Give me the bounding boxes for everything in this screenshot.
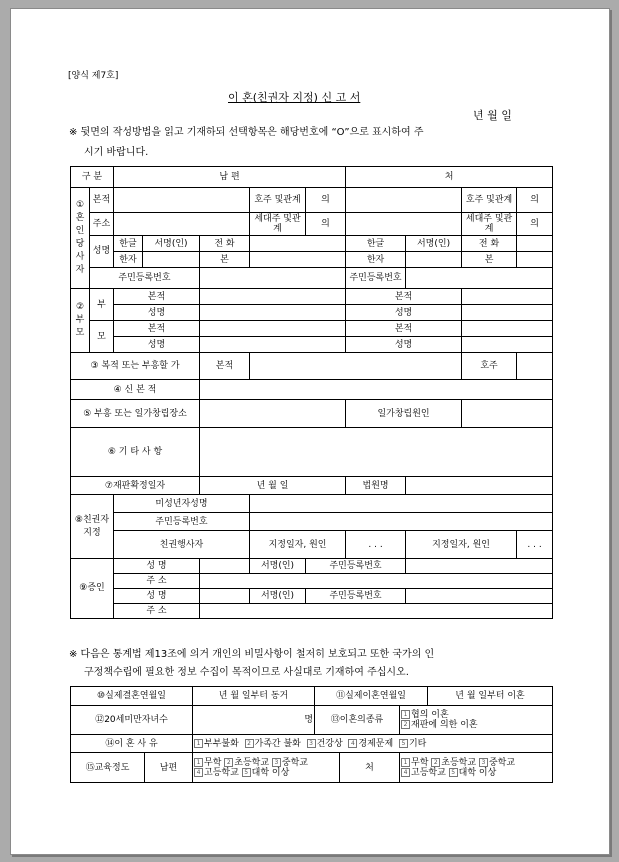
row-3-hoju-field[interactable] bbox=[517, 353, 553, 380]
date-line: 년 월 일 bbox=[473, 109, 512, 122]
wife-edu-option-2[interactable]: 2 초등학교 bbox=[431, 758, 476, 768]
checkbox-5-icon: 5 bbox=[449, 768, 458, 777]
reason-option-5[interactable]: 5 기타 bbox=[399, 739, 426, 749]
row-3-hoju-label: 호주 bbox=[462, 353, 517, 380]
father-label: 부 bbox=[90, 289, 114, 321]
reason-option-2[interactable]: 2 가족간 불화 bbox=[245, 739, 301, 749]
witness2-resident-no-field[interactable] bbox=[406, 589, 553, 604]
marriage-start-label: ⑩실제결혼연월일 bbox=[71, 687, 193, 706]
wife-hoju-ui: 의 bbox=[517, 188, 553, 213]
custodian-label: 친권행사자 bbox=[114, 531, 250, 559]
row-5-field[interactable] bbox=[200, 400, 346, 428]
checkbox-5-icon: 5 bbox=[242, 768, 251, 777]
education-husband-label: 남편 bbox=[145, 753, 193, 783]
divorce-type-label: ⑬이혼의종류 bbox=[315, 706, 400, 735]
witness1-juso-field[interactable] bbox=[200, 574, 553, 589]
husband-hangeul-label: 한글 bbox=[114, 236, 143, 252]
husband-resident-no-field[interactable] bbox=[200, 268, 346, 289]
witness2-juso-label: 주 소 bbox=[114, 604, 200, 619]
mother-label: 모 bbox=[90, 321, 114, 353]
husband-hanja-field[interactable] bbox=[143, 252, 200, 268]
wife-sedae-rel-label: 세대주 및관계 bbox=[462, 213, 517, 236]
husband-edu-option-4[interactable]: 4 고등학교 bbox=[194, 768, 239, 778]
checkbox-1-icon: 1 bbox=[401, 758, 410, 767]
minor-name-label: 미성년자성명 bbox=[114, 495, 250, 513]
wife-edu-option-1[interactable]: 1 무학 bbox=[401, 758, 428, 768]
husband-edu-option-1[interactable]: 1 무학 bbox=[194, 758, 221, 768]
wife-hanja-field[interactable] bbox=[406, 252, 462, 268]
minor-resident-no-label: 주민등록번호 bbox=[114, 513, 250, 531]
husband-father-name-field[interactable] bbox=[200, 305, 346, 321]
checkbox-1-icon: 1 bbox=[401, 710, 410, 719]
husband-sedae-ui: 의 bbox=[306, 213, 346, 236]
ilga-reason-field[interactable] bbox=[462, 400, 553, 428]
juso-label: 주소 bbox=[90, 213, 114, 236]
form-title: 이 혼(친권자 지정) 신 고 서 bbox=[228, 91, 361, 104]
witness2-name-field[interactable] bbox=[200, 589, 250, 604]
section-1-label: ①혼인당사자 bbox=[71, 188, 90, 289]
designation-date-label: 지정일자, 원인 bbox=[406, 531, 517, 559]
mother-name-label: 성명 bbox=[114, 337, 200, 353]
instruction-line-1: ※ 뒷면의 작성방법을 읽고 기재하되 선택항목은 해당번호에 “O”으로 표시하여 주 bbox=[69, 127, 424, 138]
checkbox-3-icon: 3 bbox=[307, 739, 316, 748]
court-field[interactable] bbox=[406, 477, 553, 495]
witness2-name-label: 성 명 bbox=[114, 589, 200, 604]
minor-resident-no-field[interactable] bbox=[250, 513, 553, 531]
divorce-type-option-1[interactable]: 1 협의 이혼 bbox=[401, 710, 551, 720]
husband-header: 남 편 bbox=[114, 167, 346, 188]
witness1-juso-label: 주 소 bbox=[114, 574, 200, 589]
minor-children-field[interactable] bbox=[193, 706, 315, 735]
husband-hoju-ui: 의 bbox=[306, 188, 346, 213]
husband-juso-field[interactable] bbox=[114, 213, 250, 236]
stats-table bbox=[70, 686, 553, 783]
row-7-date[interactable]: 년 월 일 bbox=[200, 477, 346, 495]
wife-phone-field[interactable] bbox=[517, 236, 553, 252]
checkbox-4-icon: 4 bbox=[401, 768, 410, 777]
wife-bon-field[interactable] bbox=[517, 252, 553, 268]
checkbox-4-icon: 4 bbox=[194, 768, 203, 777]
checkbox-3-icon: 3 bbox=[272, 758, 281, 767]
witness1-name-label: 성 명 bbox=[114, 559, 200, 574]
checkbox-4-icon: 4 bbox=[348, 739, 357, 748]
wife-father-name-label: 성명 bbox=[346, 305, 462, 321]
husband-mother-name-field[interactable] bbox=[200, 337, 346, 353]
father-name-label: 성명 bbox=[114, 305, 200, 321]
wife-phone-label: 전 화 bbox=[462, 236, 517, 252]
divorce-date-label: ⑪실제이혼연월일 bbox=[315, 687, 428, 706]
husband-bon-label: 본 bbox=[200, 252, 250, 268]
husband-edu-option-2[interactable]: 2 초등학교 bbox=[224, 758, 269, 768]
husband-sedae-rel-label: 세대주 및관계 bbox=[250, 213, 306, 236]
education-wife-label: 처 bbox=[340, 753, 400, 783]
divorce-date-value[interactable]: 년 월 일부터 이혼 bbox=[428, 687, 553, 706]
checkbox-2-icon: 2 bbox=[245, 739, 254, 748]
row-4-label: ④ 신 본 적 bbox=[71, 380, 200, 400]
wife-header: 처 bbox=[346, 167, 553, 188]
husband-mother-bonjeok-field[interactable] bbox=[200, 321, 346, 337]
wife-sedae-ui: 의 bbox=[517, 213, 553, 236]
wife-father-bonjeok-field[interactable] bbox=[462, 289, 553, 305]
mother-bonjeok-label: 본적 bbox=[114, 321, 200, 337]
father-bonjeok-label: 본적 bbox=[114, 289, 200, 305]
row-3-label: ③ 복적 또는 부흥할 가 bbox=[71, 353, 200, 380]
gubun-header: 구 분 bbox=[71, 167, 114, 188]
wife-hanja-label: 한자 bbox=[346, 252, 406, 268]
designation-dots-1[interactable]: . . . bbox=[346, 531, 406, 559]
witness2-juso-field[interactable] bbox=[200, 604, 553, 619]
wife-juso-field[interactable] bbox=[346, 213, 462, 236]
wife-mother-bonjeok-label: 본적 bbox=[346, 321, 462, 337]
husband-hanja-label: 한자 bbox=[114, 252, 143, 268]
witness1-resident-no-label: 주민등록번호 bbox=[306, 559, 406, 574]
court-label: 법원명 bbox=[346, 477, 406, 495]
husband-signature[interactable]: 서명(인) bbox=[143, 236, 200, 252]
education-wife-options bbox=[400, 753, 553, 783]
witness1-name-field[interactable] bbox=[200, 559, 250, 574]
designation-dots-2[interactable]: . . . bbox=[517, 531, 553, 559]
stats-notice-line-2: 구정책수립에 필요한 정보 수집이 목적이므로 사실대로 기재하여 주십시오. bbox=[84, 667, 409, 678]
husband-edu-option-5[interactable]: 5 대학 이상 bbox=[242, 768, 290, 778]
education-husband-options bbox=[193, 753, 340, 783]
section-2-label: ②부모 bbox=[71, 289, 90, 353]
section-8-label: ⑧친권자지정 bbox=[71, 495, 114, 559]
divorce-reason-label: ⑭이 혼 사 유 bbox=[71, 735, 193, 753]
checkbox-5-icon: 5 bbox=[399, 739, 408, 748]
checkbox-1-icon: 1 bbox=[194, 758, 203, 767]
minor-name-field[interactable] bbox=[250, 495, 553, 513]
ilga-reason-label: 일가창립원인 bbox=[346, 400, 462, 428]
education-label: ⑮교육정도 bbox=[71, 753, 145, 783]
row-7-label: ⑦재판확정일자 bbox=[71, 477, 200, 495]
row-4-field[interactable] bbox=[200, 380, 553, 400]
wife-edu-option-3[interactable]: 3 중학교 bbox=[479, 758, 515, 768]
stats-notice-line-1: ※ 다음은 통계법 제13조에 의거 개인의 비밀사항이 철저히 보호되고 또한 국가의 인 bbox=[69, 649, 435, 660]
checkbox-2-icon: 2 bbox=[401, 720, 410, 729]
husband-edu-option-3[interactable]: 3 중학교 bbox=[272, 758, 308, 768]
designation-reason-label: 지정일자, 원인 bbox=[250, 531, 346, 559]
bonjeok-label-husband-side: 본적 bbox=[90, 188, 114, 213]
reason-option-1[interactable]: 1 부부불화 bbox=[194, 739, 239, 749]
wife-hoju-rel-label: 호주 및관계 bbox=[462, 188, 517, 213]
husband-phone-label: 전 화 bbox=[200, 236, 250, 252]
wife-hangeul-label: 한글 bbox=[346, 236, 406, 252]
row-6-label: ⑥ 기 타 사 항 bbox=[71, 428, 200, 477]
wife-bon-label: 본 bbox=[462, 252, 517, 268]
wife-bonjeok-field[interactable] bbox=[346, 188, 462, 213]
row-3-bonjeok-field[interactable] bbox=[250, 353, 462, 380]
wife-father-name-field[interactable] bbox=[462, 305, 553, 321]
wife-mother-bonjeok-field[interactable] bbox=[462, 321, 553, 337]
section-9-label: ⑨증인 bbox=[71, 559, 114, 619]
row-3-bonjeok-label: 본적 bbox=[200, 353, 250, 380]
husband-phone-field[interactable] bbox=[250, 236, 346, 252]
form-page bbox=[10, 8, 610, 855]
divorce-type-option-2[interactable]: 2 재판에 의한 이혼 bbox=[401, 720, 551, 730]
wife-resident-no-label: 주민등록번호 bbox=[346, 268, 406, 289]
form-tag: [양식 제7호] bbox=[68, 71, 119, 81]
wife-father-bonjeok-label: 본적 bbox=[346, 289, 462, 305]
seongmyeong-label: 성명 bbox=[90, 236, 114, 268]
children-unit: 명 bbox=[304, 715, 314, 725]
husband-bon-field[interactable] bbox=[250, 252, 346, 268]
husband-bonjeok-field[interactable] bbox=[114, 188, 250, 213]
divorce-reason-options bbox=[193, 735, 553, 753]
divorce-report-table bbox=[70, 166, 553, 619]
wife-mother-name-field[interactable] bbox=[462, 337, 553, 353]
checkbox-1-icon: 1 bbox=[194, 739, 203, 748]
witness1-resident-no-field[interactable] bbox=[406, 559, 553, 574]
divorce-type-options bbox=[400, 706, 553, 735]
wife-signature[interactable]: 서명(인) bbox=[406, 236, 462, 252]
checkbox-3-icon: 3 bbox=[479, 758, 488, 767]
minor-children-label: ⑫20세미만자녀수 bbox=[71, 706, 193, 735]
marriage-start-value[interactable]: 년 월 일부터 동거 bbox=[193, 687, 315, 706]
checkbox-2-icon: 2 bbox=[224, 758, 233, 767]
wife-resident-no-field[interactable] bbox=[406, 268, 553, 289]
instruction-line-2: 시기 바랍니다. bbox=[84, 147, 149, 158]
wife-mother-name-label: 성명 bbox=[346, 337, 462, 353]
row-5-label: ⑤ 부흥 또는 일가창립장소 bbox=[71, 400, 200, 428]
reason-option-4[interactable]: 4 경제문제 bbox=[348, 739, 393, 749]
witness2-signature[interactable]: 서명(인) bbox=[250, 589, 306, 604]
husband-resident-no-label: 주민등록번호 bbox=[90, 268, 200, 289]
husband-hoju-rel-label: 호주 및관계 bbox=[250, 188, 306, 213]
witness2-resident-no-label: 주민등록번호 bbox=[306, 589, 406, 604]
row-6-field[interactable] bbox=[200, 428, 553, 477]
wife-edu-option-4[interactable]: 4 고등학교 bbox=[401, 768, 446, 778]
checkbox-2-icon: 2 bbox=[431, 758, 440, 767]
wife-edu-option-5[interactable]: 5 대학 이상 bbox=[449, 768, 497, 778]
reason-option-3[interactable]: 3 건강상 bbox=[307, 739, 343, 749]
witness1-signature[interactable]: 서명(인) bbox=[250, 559, 306, 574]
husband-father-bonjeok-field[interactable] bbox=[200, 289, 346, 305]
